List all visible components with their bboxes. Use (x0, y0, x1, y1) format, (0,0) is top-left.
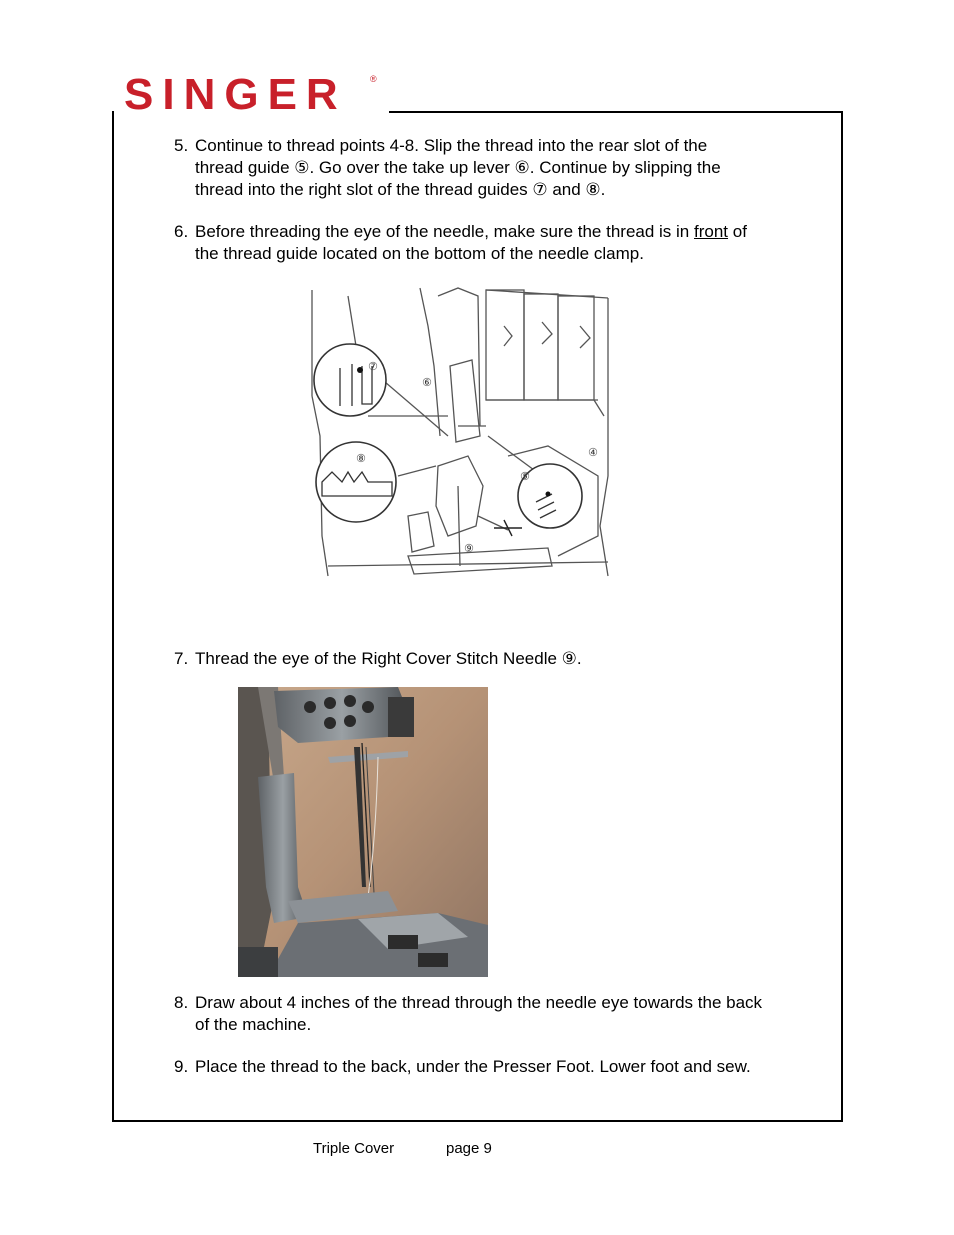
footer-title: Triple Cover (313, 1140, 395, 1157)
step-8 (174, 992, 762, 1036)
step-number: 5. (174, 136, 189, 155)
diagram-label-9: ⑨ (464, 542, 474, 555)
step-5 (174, 135, 721, 201)
step-text: Thread the eye of the Right Cover Stitch Needle ⑨. (195, 649, 582, 668)
step-text-line: thread into the right slot of the thread guides ⑦ and ⑧. (195, 180, 606, 199)
diagram-label-8: ⑧ (356, 452, 366, 465)
step-7 (174, 648, 582, 670)
emphasis-front: front (694, 222, 729, 241)
step-text: Place the thread to the back, under the Presser Foot. Lower foot and sew. (195, 1057, 751, 1076)
footer-page-number: page 9 (446, 1140, 492, 1157)
diagram-label-4: ④ (588, 446, 598, 459)
step-number: 7. (174, 649, 189, 668)
step-6 (174, 221, 747, 265)
step-number: 8. (174, 993, 189, 1012)
step-text: of (728, 222, 747, 241)
logo-registered-mark: ® (370, 74, 377, 84)
needle-threading-photo (238, 687, 488, 977)
step-9 (174, 1056, 751, 1078)
step-text: Before threading the eye of the needle, make sure the thread is in (195, 222, 694, 241)
step-text-line: of the machine. (195, 1015, 312, 1034)
threading-diagram (308, 286, 618, 590)
step-number: 9. (174, 1057, 189, 1076)
diagram-label-7: ⑦ (368, 360, 378, 373)
step-text-line: Continue to thread points 4-8. Slip the thread into the rear slot of the (195, 136, 708, 155)
step-text-line: Draw about 4 inches of the thread through the needle eye towards the back (195, 993, 763, 1012)
logo-text: SINGER (124, 70, 347, 119)
diagram-label-6: ⑥ (422, 376, 432, 389)
diagram-label-5: ⑤ (520, 470, 530, 483)
step-text-line: thread guide ⑤. Go over the take up lever ⑥. Continue by slipping the (195, 158, 721, 177)
step-text-line: the thread guide located on the bottom of the needle clamp. (195, 244, 644, 263)
step-number: 6. (174, 222, 189, 241)
